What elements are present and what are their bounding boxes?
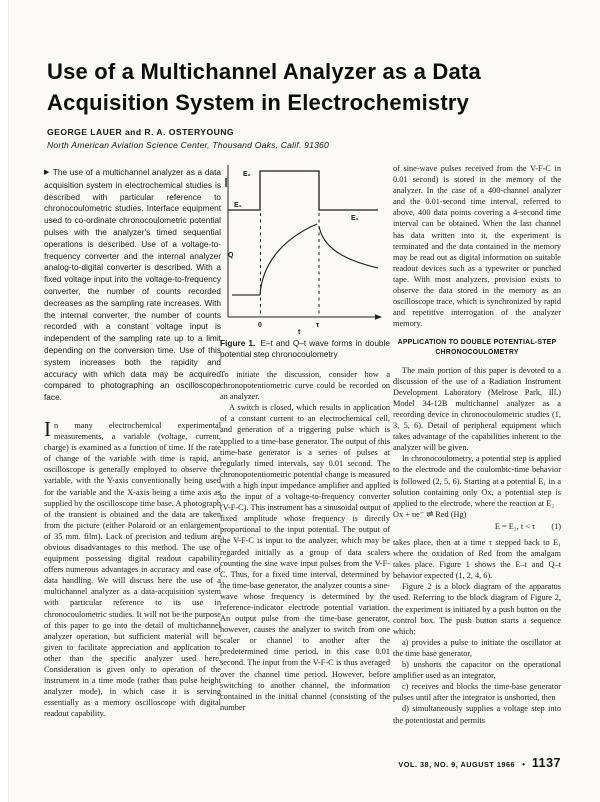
drop-cap: I [44, 416, 51, 441]
column-right-text [393, 163, 561, 726]
label-E1-right: E₁ [351, 215, 359, 222]
article-title-line2: Acquisition System in Electrochemistry [47, 90, 470, 115]
intro-text: n many electrochemical experimental measurements, a variable (voltage, current, charge) is examined as a function of time. If the rate of change of the variable with time is rapid, an oscilloscope is generally employed to observe the variable, with the Y-axis conventionally being used for the variable and the X-axis being a time axis as supplied by the oscilloscope time base. A photograph of the transient is obtained and the data are taken from the picture (either Polaroid or an enlargement of 35 mm. film). Lack of precision and tedium are obvious disadvantages to this method. The use of equipment possessing digital readout capability offers numerous advantages in accuracy and ease of data handling. We will discuss here the use of a multichannel analyzer as a data-acquisition system with particular reference to its use in chronocoulometric studies. It will not be the purpose of this paper to go into the detail of multichannel analyzer operation, but sufficient material will be given to facilitate appreciation and application to other than the specific analyzer used here. Consideration is given only to operation of the instrument in a time mode (rather than pulse height analyzer mode), in which case it is serving essentially as a memory oscilloscope with digital readout capability. [44, 420, 221, 719]
article-title [47, 56, 537, 118]
intro-paragraph [44, 416, 221, 720]
column-middle-text [220, 369, 390, 713]
abstract [44, 167, 221, 404]
equation-reaction: Ox + ne⁻ ⇌ Red (Hg) [393, 509, 467, 519]
figure-1-plot [220, 160, 390, 334]
figure-1-caption [220, 338, 390, 360]
x-axis-arrow-icon [375, 314, 382, 319]
abstract-marker-icon: ▶ [44, 169, 50, 176]
list-item-b: b) unshorts the capacitor on the operational amplifier used as an integrator, [393, 660, 561, 681]
figure-1-caption-text: E–t and Q–t wave forms in double potential step chronocoulometry [220, 338, 391, 359]
paragraph: Figure 2 is a block diagram of the apparatus used. Referring to the block diagram of Figure 2, the experiment is initiated by a push button on the control box. The push button starts a sequence which: [393, 582, 561, 636]
page-footer [398, 756, 561, 770]
scan-edge [0, 0, 9, 802]
section-heading: APPLICATION TO DOUBLE POTENTIAL-STEP CHRONOCOULOMETRY [397, 339, 557, 356]
authors: GEORGE LAUER and R. A. OSTERYOUNG [47, 127, 235, 137]
paragraph: of sine-wave pulses received from the V-F-C in 0.01 second) is stored in the memory of the analyzer. In the case of a 400-channel analyzer and the 0.01-second time interval, referred to above, 400 data points covering a 4-second time interval can be obtained. When the last channel has data written into it, the experiment is terminated and the data contained in the memory may be read out as digital information on suitable readout devices such as a typewriter or punched tape. With most analyzers, provision exists to observe the data stored in the memory as an oscilloscope trace, which is synchronized by rapid and repetitive interrogation of the analyzer memory. [393, 164, 561, 329]
paragraph: In chronocoulometry, a potential step is applied to the electrode and the coulombic-time behavior is followed (2, 5, 6). Starting at a potential E₁ in a solution containing only Ox, a potential step is applied to the electrode, where the reaction at E₂ [393, 454, 561, 508]
figure-1-caption-label: Figure 1. [220, 338, 256, 348]
label-tau: τ [316, 322, 320, 329]
column-middle [220, 160, 390, 713]
label-t: t [298, 329, 301, 334]
figure-1 [220, 160, 390, 334]
paragraph: takes place, then at a time τ stepped back to E₁ where the oxidation of Red from the amalgam takes place. Figure 1 shows the E–t and Q–t behavior expected (1, 2, 4, 6). [393, 538, 561, 581]
article-title-line1: Use of a Multichannel Analyzer as a Data [47, 59, 481, 84]
charge-rise-curve [260, 224, 317, 295]
paragraph: A switch is closed, which results in application of a constant current to an electrochemical cell, and generation of a triggering pulse which is applied to a time-base generator. The output of this time-base generator is a series of pulses at regularly timed intervals, say 0.01 second. The chronopotentiometric potential change is measured with a high input impedance amplifier and applied to the input of a voltage-to-frequency converter (V-F-C). This instrument has a sinusoidal output of fixed amplitude whose frequency is directly proportional to the input potential. The output of the V-F-C is input to the analyzer, which may be regarded initially as a group of data scalers counting the sine wave input pulses from the V-F-C. Thus, for a fixed time interval, determined by the time-base generator, the analyzer counts a sine-wave whose frequency is determined by the reference-indicator electrode potential variation. An output pulse from the time-base generator, however, causes the analyzer to switch from one scaler or channel to another after the predetermined time period, in this case 0.01 second. The input from the V-F-C is thus averaged over the channel time period. However, before switching to another channel, the information contained in the initial channel (consisting of the number [220, 403, 390, 712]
column-left [44, 167, 221, 719]
abstract-text: The use of a multichannel analyzer as a data acquisition system in electrochemical studies is described with particular reference to chronocoulometric studies. Interface equipment used to co-ordinate chronocoulometric potential pulses with the analyzer's timed sequential operations is described. Use of a voltage-to-frequency converter and the internal analyzer analog-to-digital converter is described. With a fixed voltage input into the voltage-to-frequency converter, the number of counts recorded decreases as the sampling rate increases. With the internal converter, the number of counts recorded with a constant voltage input is independent of the sampling rate up to a limit depending on the conversion time. Use of this system increases both the rapidity and accuracy with which data may be acquired compared to photographing an oscilloscope face. [44, 167, 221, 403]
equation-condition: E = E₂, t < τ [494, 521, 536, 531]
equation-condition-row [393, 521, 561, 532]
affiliation: North American Aviation Science Center, Thousand Oaks, Calif. 91360 [47, 140, 330, 150]
paragraph: The main portion of this paper is devoted to a discussion of the use of a Radiation Instrument Development Laboratory (Melrose Park, Ill.) Model 34-12B multichannel analyzer as a recording device in chronocoulometric studies (1, 3, 5, 6). Detail of peripheral equipment which takes advantage of the capabilities inherent to the analyzer will be given. [393, 365, 561, 453]
label-E1-left: E₁ [234, 202, 242, 209]
list-item-c: c) receives and blocks the time-base generator pulses until after the integrator is unshorted, then [393, 682, 561, 703]
column-right [393, 163, 561, 726]
footer-page-number: 1137 [531, 756, 561, 770]
footer-volume: VOL. 38, NO. 9, AUGUST 1966 [398, 760, 516, 769]
equation-number: (1) [551, 521, 561, 531]
label-Q: Q [228, 252, 234, 259]
label-zero: 0 [258, 322, 262, 329]
charge-decay-curve [319, 226, 378, 268]
label-E2: E₂ [243, 171, 251, 178]
footer-bullet-icon: • [522, 760, 525, 769]
paragraph: To initiate the discussion, consider how a chronopotentiometric curve could be recorded on an analyzer. [220, 370, 390, 402]
list-item-a: a) provides a pulse to initiate the oscillator at the time base generator, [393, 637, 561, 658]
list-item-d: d) simultaneously supplies a voltage step into the potentiostat and permits [393, 704, 561, 725]
